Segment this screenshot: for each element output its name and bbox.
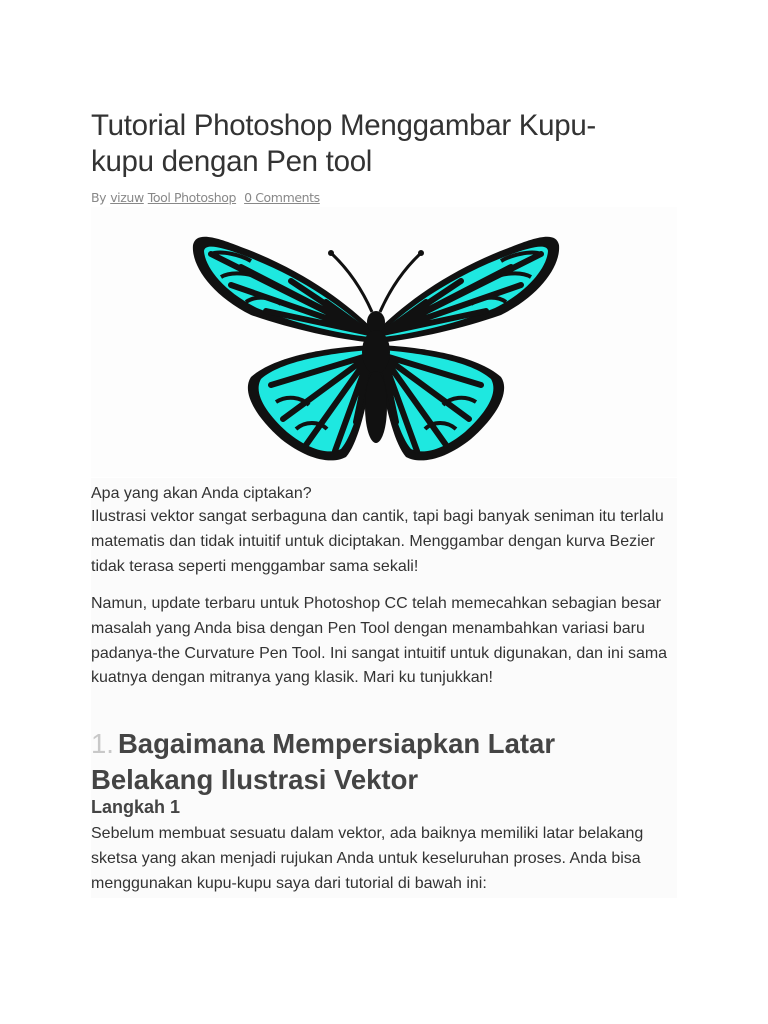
section-heading-text: Bagaimana Mempersiapkan Latar Belakang Ilustrasi Vektor <box>91 728 556 795</box>
by-label: By <box>91 190 107 205</box>
butterfly-illustration-icon <box>91 207 677 477</box>
paragraph-1: Ilustrasi vektor sangat serbaguna dan cantik, tapi bagi banyak seniman itu terlalu matematis dan tidak intuitif untuk diciptakan. Menggambar dengan kurva Bezier tidak terasa seperti menggambar sama sekali! <box>91 508 664 575</box>
step-text: Sebelum membuat sesuatu dalam vektor, ada baiknya memiliki latar belakang sketsa yang akan menjadi rujukan Anda untuk keseluruhan proses. Anda bisa menggunakan kupu-kupu saya dari tutorial di bawah ini: <box>91 825 644 892</box>
section-heading <box>91 726 651 798</box>
butterfly-figure <box>91 207 677 477</box>
section-number: 1. <box>91 728 114 759</box>
intro-question: Apa yang akan Anda ciptakan? <box>91 485 312 502</box>
article-meta <box>91 190 320 205</box>
comments-link[interactable]: 0 Comments <box>244 190 320 205</box>
article-title: Tutorial Photoshop Menggambar Kupu-kupu dengan Pen tool <box>91 109 596 178</box>
paragraph-2: Namun, update terbaru untuk Photoshop CC telah memecahkan sebagian besar masalah yang Anda bisa dengan Pen Tool dengan menambahkan variasi baru padanya-the Curvature Pen Tool. Ini sangat intuitif untuk digunakan, dan ini sama kuatnya dengan mitranya yang klasik. Mari ku tunjukkan! <box>91 595 668 687</box>
author-link[interactable]: vizuw <box>110 190 144 205</box>
step-title: Langkah 1 <box>91 797 181 817</box>
category-link[interactable]: Tool Photoshop <box>147 190 237 205</box>
